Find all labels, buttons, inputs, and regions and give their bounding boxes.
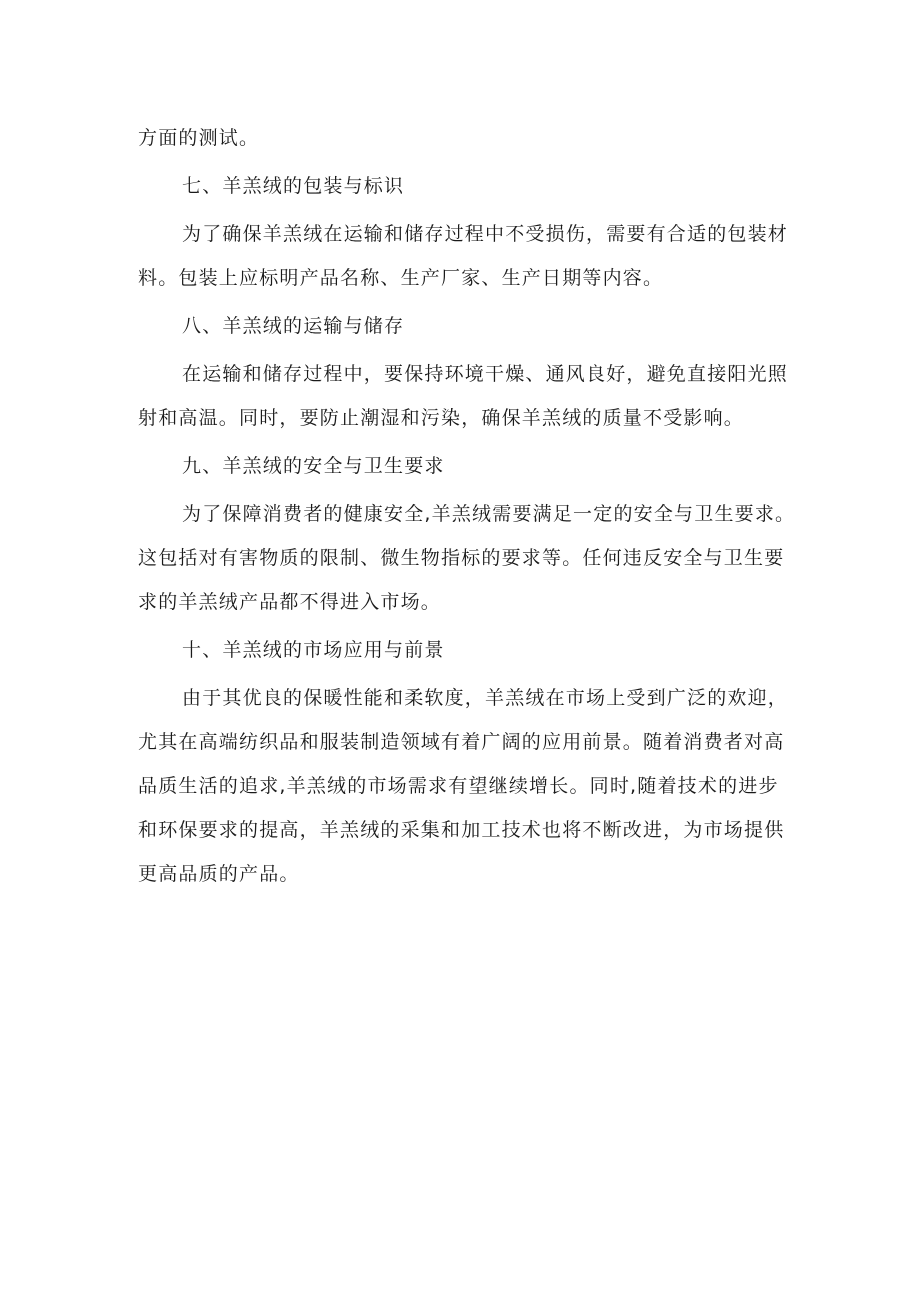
text-line: 由于其优良的保暖性能和柔软度，羊羔绒在市场上受到广泛的欢迎， <box>182 687 789 709</box>
heading-text: 九、羊羔绒的安全与卫生要求 <box>182 455 445 477</box>
heading-text: 十、羊羔绒的市场应用与前景 <box>182 639 445 661</box>
text-line: 为了保障消费者的健康安全,羊羔绒需要满足一定的安全与卫生要求。 <box>182 503 796 525</box>
paragraph-transport <box>138 352 798 440</box>
text-line: 求的羊羔绒产品都不得进入市场。 <box>138 591 442 613</box>
paragraph-safety <box>138 492 798 624</box>
text-line: 在运输和储存过程中，要保持环境干燥、通风良好，避免直接阳光照 <box>182 363 789 385</box>
document-body <box>138 116 798 896</box>
text-line: 品质生活的追求,羊羔绒的市场需求有望继续增长。同时,随着技术的进步 <box>138 775 779 797</box>
text-line: 射和高温。同时，要防止潮湿和污染，确保羊羔绒的质量不受影响。 <box>138 407 745 429</box>
text-line: 更高品质的产品。 <box>138 863 300 885</box>
heading-text: 八、羊羔绒的运输与储存 <box>182 315 405 337</box>
text-line: 料。包装上应标明产品名称、生产厂家、生产日期等内容。 <box>138 267 664 289</box>
text-line: 这包括对有害物质的限制、微生物指标的要求等。任何违反安全与卫生要 <box>138 547 785 569</box>
section-heading-7 <box>138 164 798 208</box>
paragraph-packaging <box>138 212 798 300</box>
continuation-text <box>138 116 798 160</box>
heading-text: 七、羊羔绒的包装与标识 <box>182 175 405 197</box>
text-line: 尤其在高端纺织品和服装制造领域有着广阔的应用前景。随着消费者对高 <box>138 731 785 753</box>
text-line: 为了确保羊羔绒在运输和储存过程中不受损伤，需要有合适的包装材 <box>182 223 789 245</box>
text-line: 和环保要求的提高，羊羔绒的采集和加工技术也将不断改进，为市场提供 <box>138 819 785 841</box>
paragraph-market <box>138 676 798 896</box>
section-heading-10 <box>138 628 798 672</box>
text-line: 方面的测试。 <box>138 127 260 149</box>
section-heading-9 <box>138 444 798 488</box>
section-heading-8 <box>138 304 798 348</box>
